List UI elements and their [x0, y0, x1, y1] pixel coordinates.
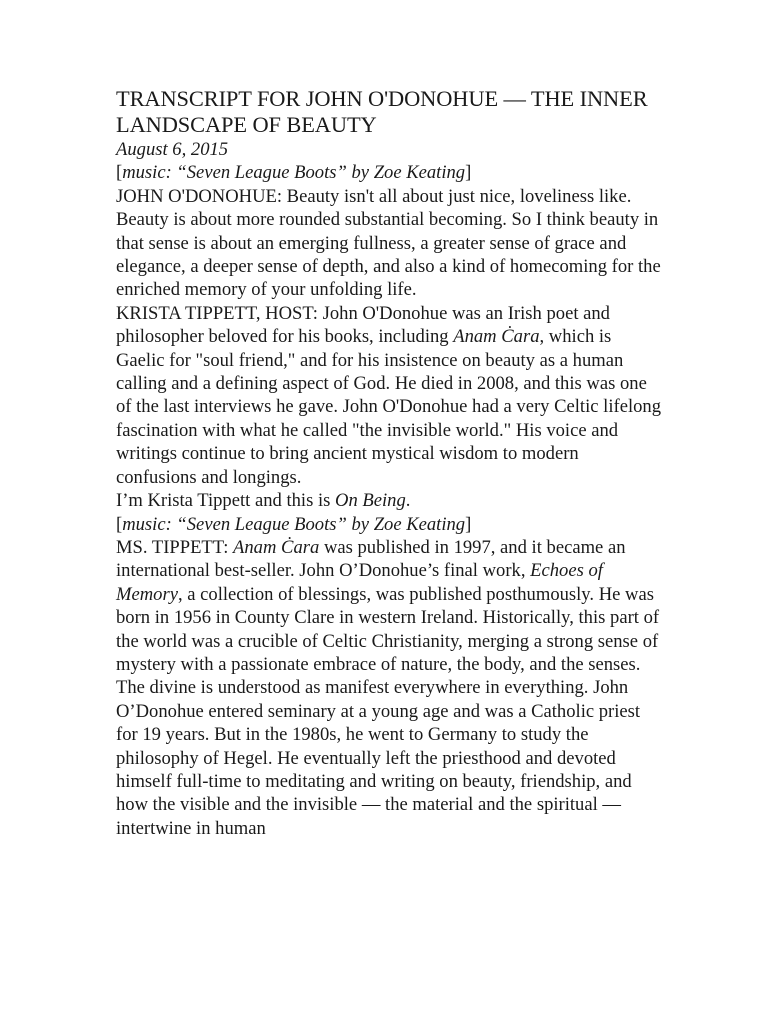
paragraph-odonohue-quote: JOHN O'DONOHUE: Beauty isn't all about just nice, loveliness like. Beauty is about more rounded substantial becoming. So I think beauty in that sense is about an emerging fullness, a greater sense of grace and elegance, a deeper sense of depth, and also a kind of homecoming for the enriched memory of your unfolding life. [116, 185, 661, 301]
document-date: August 6, 2015 [116, 139, 229, 160]
book-title: Anam Ċara [233, 536, 320, 558]
text-run: KRISTA TIPPETT, HOST: John O'Donohue was an Irish poet and philosopher beloved for his books, including [116, 302, 610, 348]
bracket-open: [ [116, 513, 123, 535]
music-cue-text: music: “Seven League Boots” by Zoe Keating [122, 513, 466, 535]
music-cue [116, 513, 661, 536]
document-page [116, 86, 661, 840]
document-title: TRANSCRIPT FOR JOHN O'DONOHUE — THE INNER LANDSCAPE OF BEAUTY [116, 86, 648, 137]
text-run: I’m Krista Tippett and this is [116, 490, 336, 512]
paragraph-host-intro [116, 302, 661, 489]
music-cue-text: music: “Seven League Boots” by Zoe Keating [122, 162, 466, 184]
music-cue [116, 161, 661, 184]
bracket-close: ] [465, 162, 472, 184]
bracket-open: [ [116, 162, 123, 184]
show-title: On Being [335, 490, 406, 512]
text-run: , a collection of blessings, was published posthumously. He was born in 1956 in County Clare in western Ireland. Historically, this part of the world was a crucible of Celtic Christianity, merging a strong sense of mystery with a passionate embrace of nature, the body, and the senses. The divine is understood as manifest everywhere in everything. John O’Donohue entered seminary at a young age and was a Catholic priest for 19 years. But in the 1980s, he went to Germany to study the philosophy of Hegel. He eventually left the priesthood and devoted himself full-time to meditating and writing on beauty, friendship, and how the visible and the invisible — the material and the spiritual — intertwine in human [116, 583, 660, 839]
book-title: Echoes of Memory [116, 560, 603, 605]
text-run: MS. TIPPETT: [116, 536, 234, 558]
book-title: Anam Ċara [453, 326, 540, 348]
text-run: , which is Gaelic for "soul friend," and for his insistence on beauty as a human calling and a defining aspect of God. He died in 2008, and this was one of the last interviews he gave. John O'Donohue had a very Celtic lifelong fascination with what he called "the invisible world." His voice and writings continue to bring ancient mystical wisdom to modern confusions and longings. [116, 326, 662, 488]
bracket-close: ] [465, 513, 472, 535]
text-run: . [405, 490, 411, 512]
text-run: was published in 1997, and it became an international best-seller. John O’Donohue’s final work, [116, 536, 626, 582]
paragraph-show-intro [116, 489, 661, 512]
paragraph-biography [116, 536, 661, 840]
